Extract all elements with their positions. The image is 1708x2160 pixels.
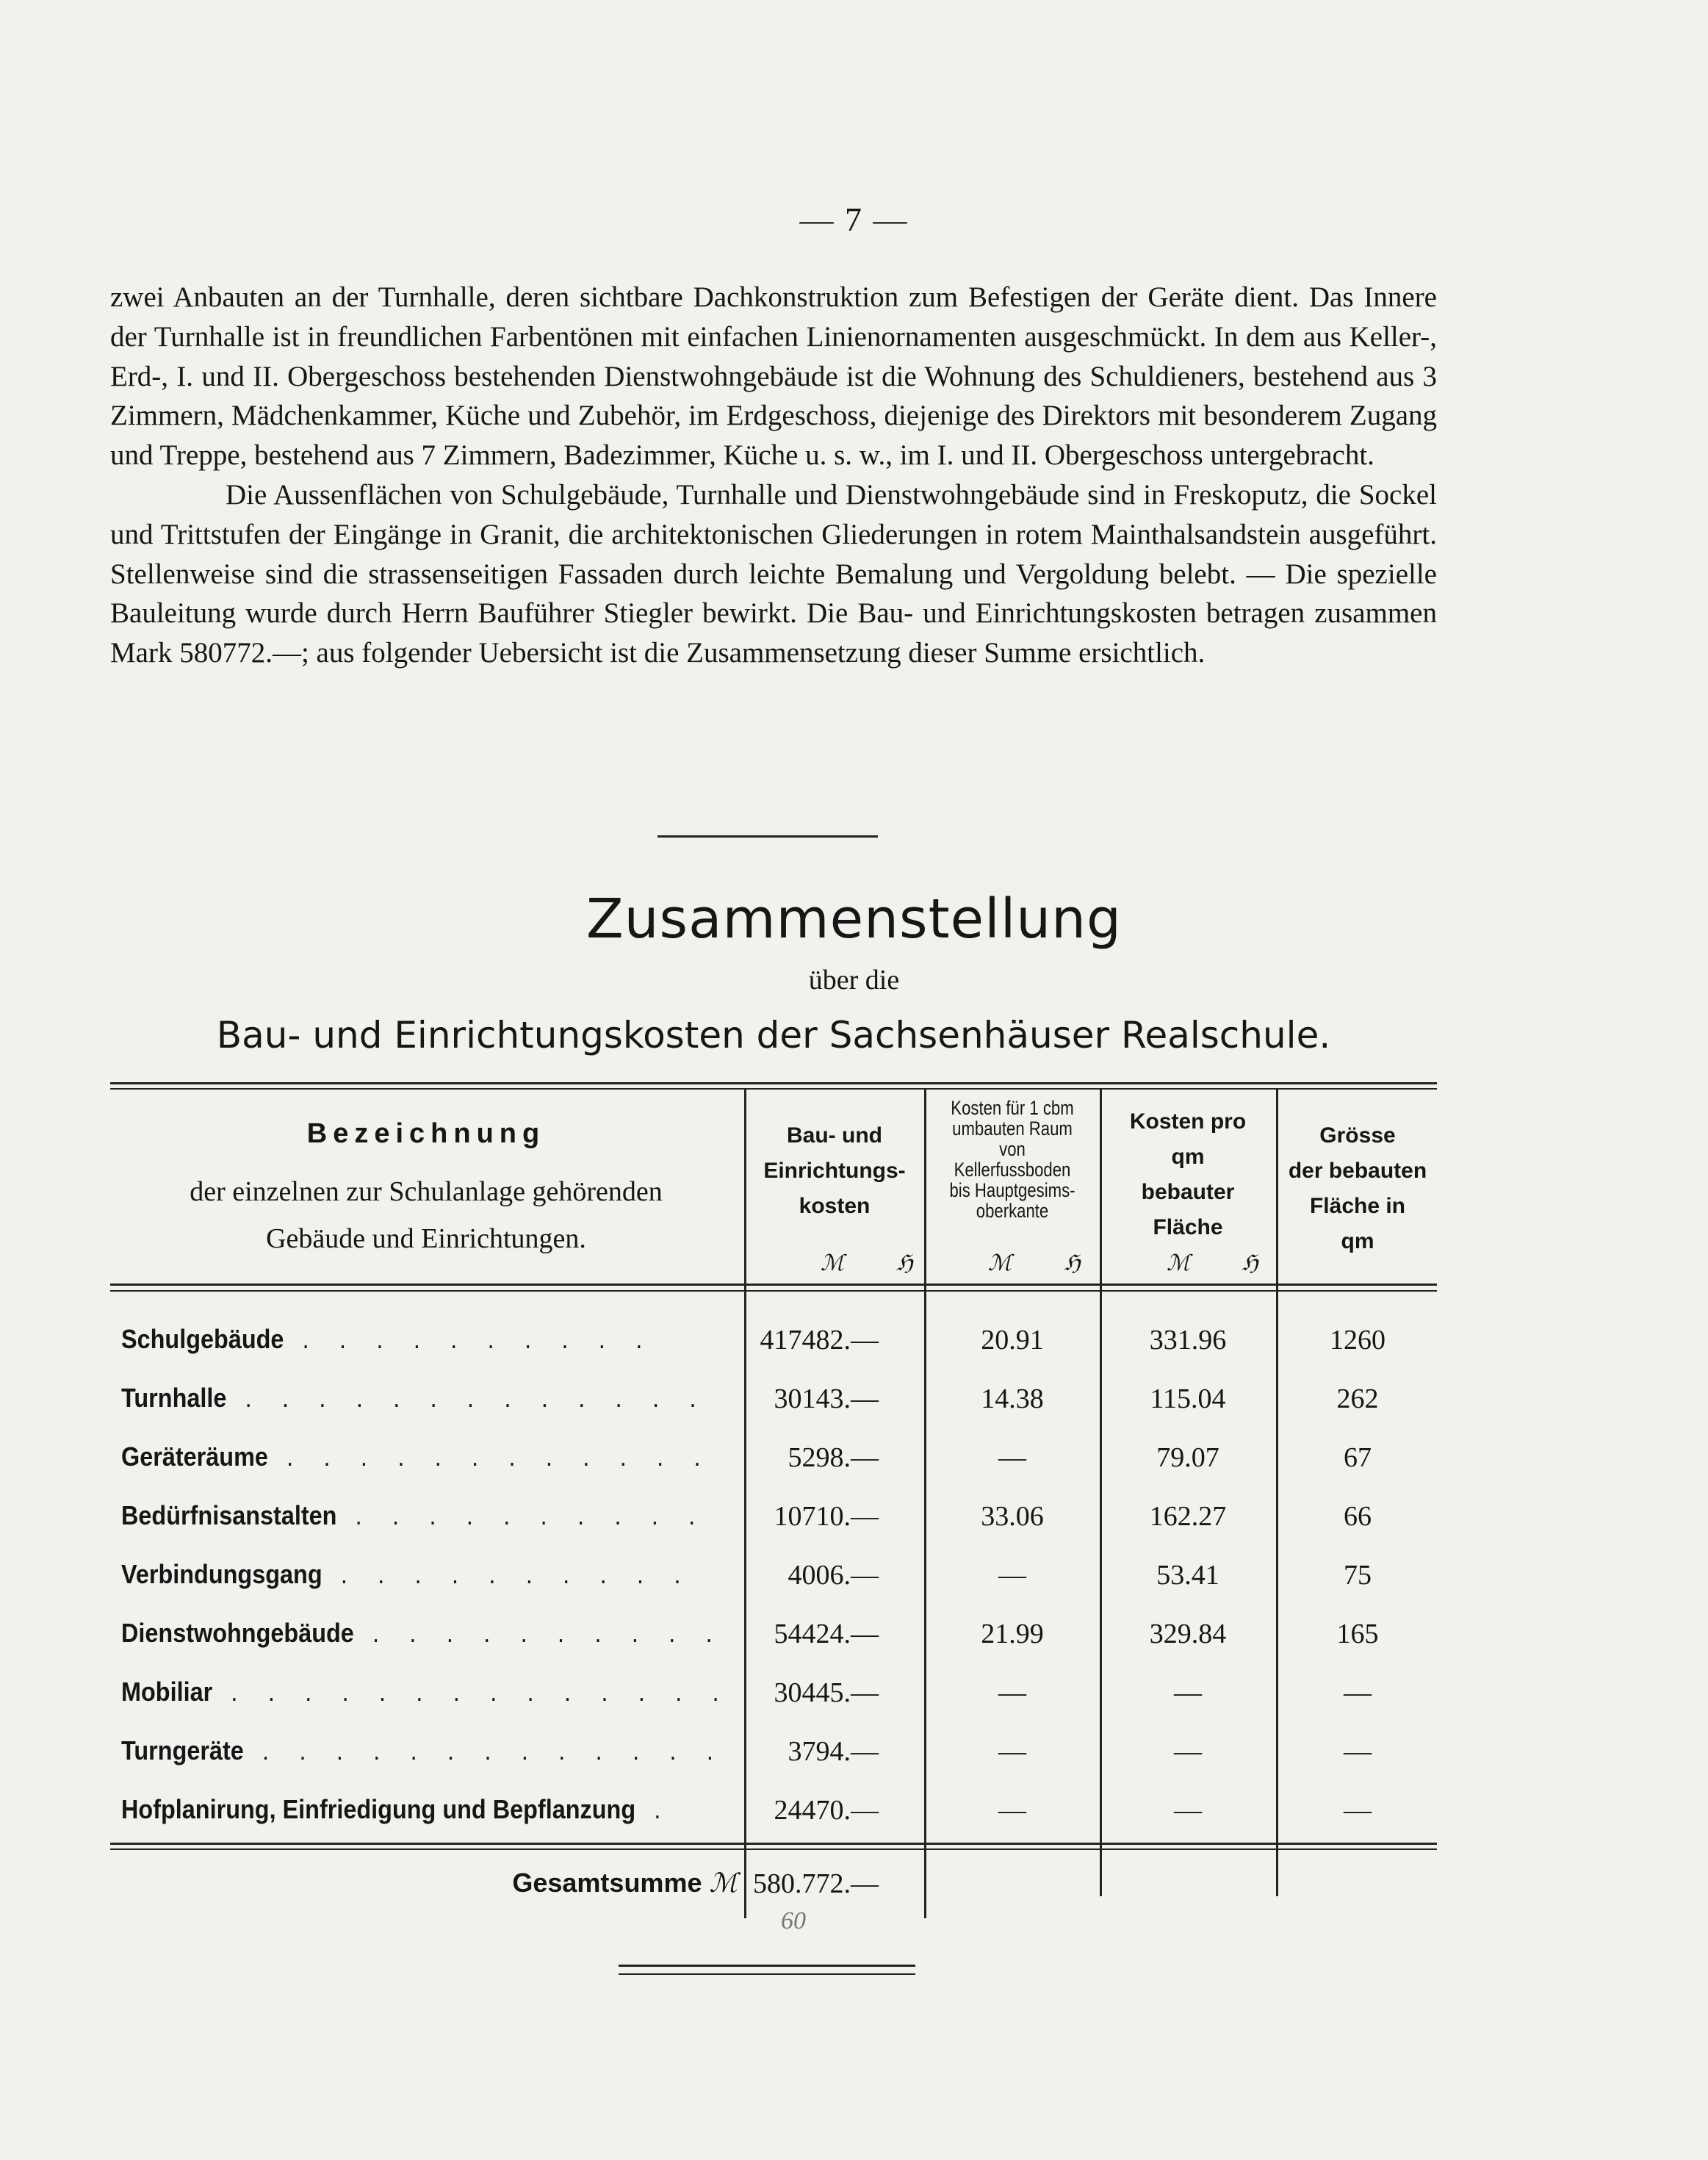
cell-kosten: 54424.— (774, 1619, 879, 1649)
paragraph-1: zwei Anbauten an der Turnhalle, deren sichtbare Dachkonstruktion zum Befestigen der Geräte dient. Das Innere der Turnhalle ist in freundlichen Farbentönen mit einfachen Linienornamenten ausgeschmückt. In dem aus Keller-, Erd-, I. und II. Obergeschoss bestehenden Dienstwohngebäude ist die Wohnung des Schuldieners, bestehend aus 3 Zimmern, Mädchenkammer, Küche und Zubehör, im Erdgeschoss, diejenige des Direktors mit besonderem Zugang und Treppe, bestehend aus 7 Zimmern, Badezimmer, Küche u. s. w., im I. und II. Obergeschoss untergebracht. (110, 281, 1437, 472)
cell-groesse: 67 (1344, 1442, 1372, 1473)
header-kosten-qm: Kosten pro qm bebauter Fläche (1129, 1109, 1247, 1239)
cell-cbm: 33.06 (981, 1501, 1044, 1532)
header-kosten-cbm: Kosten für 1 cbm umbauten Raum von Kellerfussboden bis Hauptgesims- oberkante (949, 1097, 1075, 1222)
cell-qm: 79.07 (1156, 1442, 1219, 1473)
header-groesse: Grösse der bebauten Fläche in qm (1288, 1123, 1427, 1253)
paragraph-2: Die Aussenflächen von Schulgebäude, Turnhalle und Dienstwohngebäude sind in Freskoputz, die Sockel und Trittstufen der Eingänge in Granit, die architektonischen Gliederungen in rotem Mainthalsandstein ausgeführt. Stellenweise sind die strassenseitigen Fassaden durch leichte Bemalung und Vergoldung belebt. — Die spezielle Bauleitung wurde durch Herrn Bauführer Stiegler bewirkt. Die Bau- und Einrichtungskosten betragen zusammen Mark 580772.—; aus folgender Uebersicht ist die Zusammensetzung dieser Summe ersichtlich. (110, 478, 1437, 669)
cell-groesse: 66 (1344, 1501, 1372, 1532)
cell-kosten: 417482.— (760, 1325, 879, 1356)
unit-mark: ℳ (1167, 1251, 1191, 1275)
total-label: Gesamtsumme ℳ (512, 1868, 738, 1898)
unit-pfennig: ℌ (1064, 1251, 1081, 1275)
header-bezeichnung-sub: der einzelnen zur Schulanlage gehörenden Gebäude und Einrichtungen. (190, 1176, 663, 1254)
row-label: Turnhalle . . . . . . . . . . . . . (121, 1383, 708, 1413)
cell-kosten: 24470.— (774, 1795, 879, 1826)
table-header-rule-thin (110, 1290, 1437, 1292)
row-label: Turngeräte . . . . . . . . . . . . . (121, 1735, 726, 1765)
header-kosten: Bau- und Einrichtungs- kosten (763, 1123, 906, 1218)
body-text (110, 278, 1437, 673)
cell-cbm: 14.38 (981, 1383, 1044, 1414)
cell-qm: 329.84 (1149, 1619, 1227, 1649)
table-subtitle: Bau- und Einrichtungskosten der Sachsenhäuser Realschule. (216, 1014, 1331, 1056)
cell-cbm: 21.99 (981, 1619, 1044, 1649)
unit-mark: ℳ (988, 1251, 1012, 1275)
cell-groesse: 165 (1336, 1619, 1379, 1649)
total-currency: ℳ (709, 1868, 738, 1898)
table-header-rule (110, 1284, 1437, 1286)
section-divider (657, 835, 878, 838)
cell-cbm: — (998, 1677, 1026, 1708)
pencil-note: 60 (781, 1907, 806, 1934)
table-title: Zusammenstellung (585, 888, 1123, 951)
cell-kosten: 3794.— (788, 1736, 879, 1767)
unit-pfennig: ℌ (1242, 1251, 1258, 1275)
cell-cbm: — (998, 1795, 1026, 1826)
table-total-rule (110, 1843, 1437, 1845)
row-label: Mobiliar . . . . . . . . . . . . . . (121, 1677, 731, 1707)
cell-kosten: 5298.— (788, 1442, 879, 1473)
cell-qm: 331.96 (1149, 1325, 1227, 1356)
row-label: Bedürfnisanstalten . . . . . . . . . . (121, 1500, 707, 1530)
row-label: Geräteräume . . . . . . . . . . . . (121, 1441, 713, 1472)
table-title-connector: über die (808, 965, 900, 996)
cell-cbm: — (998, 1560, 1026, 1591)
cell-qm: — (1174, 1795, 1202, 1826)
page-number: — 7 — (799, 201, 909, 238)
row-label: Hofplanirung, Einfriedigung und Bepflanzung . (121, 1794, 673, 1824)
cell-kosten: 30445.— (774, 1677, 879, 1708)
cell-groesse: — (1344, 1677, 1372, 1708)
cell-groesse: — (1344, 1795, 1372, 1826)
cell-qm: 162.27 (1149, 1501, 1227, 1532)
cell-qm: — (1174, 1736, 1202, 1767)
cell-groesse: 75 (1344, 1560, 1372, 1591)
cell-groesse: 1260 (1330, 1325, 1386, 1356)
header-bezeichnung: Bezeichnung (306, 1118, 546, 1149)
table-top-rule (110, 1082, 1437, 1084)
row-label: Verbindungsgang . . . . . . . . . . (121, 1559, 693, 1589)
cell-kosten: 10710.— (774, 1501, 879, 1532)
closing-divider-thin (619, 1973, 915, 1975)
table-top-rule-thin (110, 1088, 1437, 1090)
cell-kosten: 4006.— (788, 1560, 879, 1591)
cell-groesse: — (1344, 1736, 1372, 1767)
cell-qm: — (1174, 1677, 1202, 1708)
row-label: Schulgebäude . . . . . . . . . . (121, 1324, 655, 1354)
cell-groesse: 262 (1336, 1383, 1379, 1414)
cell-qm: 53.41 (1156, 1560, 1219, 1591)
cell-cbm: — (998, 1736, 1026, 1767)
unit-pfennig: ℌ (896, 1251, 913, 1275)
total-value: 580.772.— (753, 1868, 879, 1899)
cell-cbm: — (998, 1442, 1026, 1473)
unit-mark: ℳ (821, 1251, 845, 1275)
table-total-rule-thin (110, 1848, 1437, 1850)
cell-cbm: 20.91 (981, 1325, 1044, 1356)
cell-qm: 115.04 (1150, 1383, 1226, 1414)
row-label: Dienstwohngebäude . . . . . . . . . . (121, 1618, 724, 1648)
closing-divider (619, 1965, 915, 1967)
cell-kosten: 30143.— (774, 1383, 879, 1414)
